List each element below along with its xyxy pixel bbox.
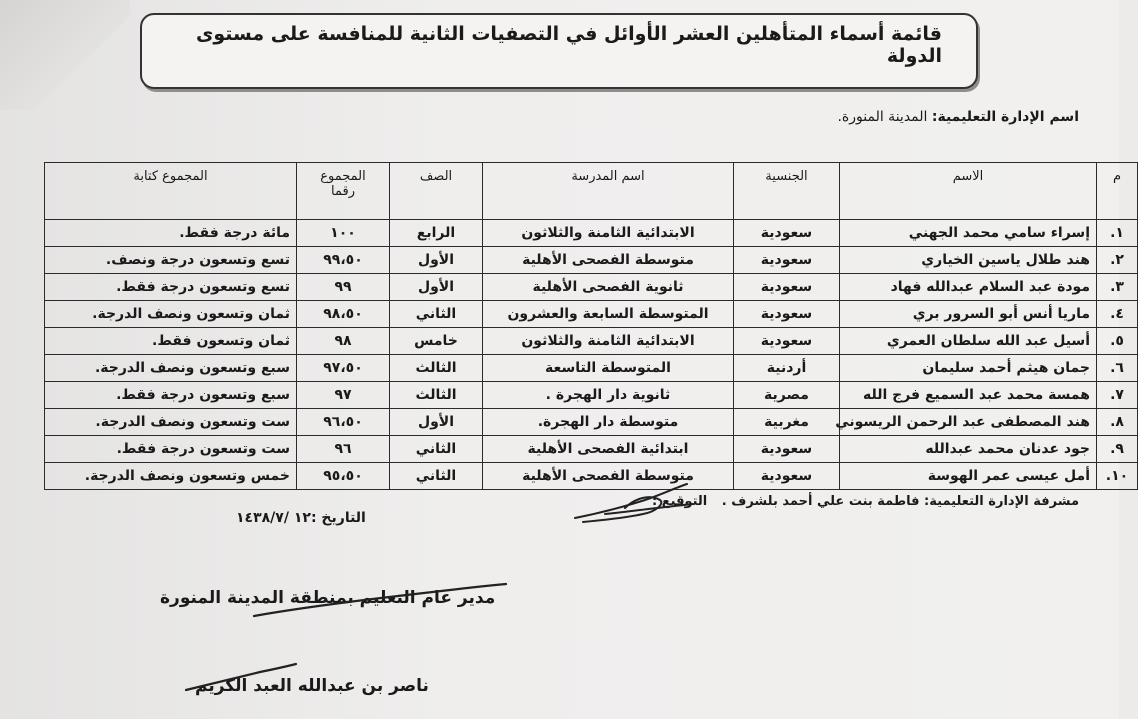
header-score-digits-line2: رقما bbox=[331, 184, 355, 199]
header-nationality: الجنسية bbox=[734, 163, 840, 220]
row-score: ١٠٠ bbox=[297, 220, 390, 247]
row-score-words: سبع وتسعون ونصف الدرجة. bbox=[45, 355, 297, 382]
table-row bbox=[45, 409, 1138, 436]
row-nationality: سعودية bbox=[734, 301, 840, 328]
header-name: الاسم bbox=[840, 163, 1097, 220]
header-score-digits-line1: المجموع bbox=[320, 169, 366, 184]
table-row bbox=[45, 436, 1138, 463]
row-num: ٥. bbox=[1097, 328, 1138, 355]
row-score: ٩٧ bbox=[297, 382, 390, 409]
row-num: ١٠. bbox=[1097, 463, 1138, 490]
row-num: ١. bbox=[1097, 220, 1138, 247]
row-nationality: سعودية bbox=[734, 436, 840, 463]
row-num: ٦. bbox=[1097, 355, 1138, 382]
table-row bbox=[45, 301, 1138, 328]
row-score-words: تسع وتسعون درجة ونصف. bbox=[45, 247, 297, 274]
row-name: همسة محمد عبد السميع فرج الله bbox=[840, 382, 1097, 409]
row-score: ٩٥،٥٠ bbox=[297, 463, 390, 490]
header-score-words: المجموع كتابة bbox=[45, 163, 297, 220]
row-score: ٩٧،٥٠ bbox=[297, 355, 390, 382]
row-name: جود عدنان محمد عبدالله bbox=[840, 436, 1097, 463]
row-grade: الثاني bbox=[390, 463, 483, 490]
row-name: هند طلال ياسين الخياري bbox=[840, 247, 1097, 274]
row-score-words: ست وتسعون ونصف الدرجة. bbox=[45, 409, 297, 436]
row-score-words: ثمان وتسعون فقط. bbox=[45, 328, 297, 355]
row-name: مودة عبد السلام عبدالله فهاد bbox=[840, 274, 1097, 301]
row-name: ماريا أنس أبو السرور بري bbox=[840, 301, 1097, 328]
supervisor-signature bbox=[565, 478, 700, 530]
row-score: ٩٨،٥٠ bbox=[297, 301, 390, 328]
row-grade: الرابع bbox=[390, 220, 483, 247]
education-admin-label: اسم الإدارة التعليمية: bbox=[931, 109, 1079, 125]
row-grade: الثالث bbox=[390, 355, 483, 382]
table-row bbox=[45, 382, 1138, 409]
row-name: هند المصطفى عبد الرحمن الريسوني bbox=[840, 409, 1097, 436]
header-score-digits bbox=[297, 163, 390, 220]
title-box bbox=[140, 13, 978, 89]
row-score-words: سبع وتسعون درجة فقط. bbox=[45, 382, 297, 409]
row-school: ثانوية دار الهجرة . bbox=[483, 382, 734, 409]
row-name: جمان هيثم أحمد سليمان bbox=[840, 355, 1097, 382]
table-header-row bbox=[45, 163, 1138, 220]
qualifiers-table bbox=[44, 162, 1138, 490]
row-school: الابتدائية الثامنة والثلاثون bbox=[483, 328, 734, 355]
row-num: ٤. bbox=[1097, 301, 1138, 328]
supervisor-text: مشرفة الإدارة التعليمية: فاطمة بنت علي أحمد بلشرف . bbox=[721, 494, 1079, 509]
row-grade: الثالث bbox=[390, 382, 483, 409]
row-school: المتوسطة السابعة والعشرون bbox=[483, 301, 734, 328]
row-school: ابتدائية الفصحى الأهلية bbox=[483, 436, 734, 463]
row-nationality: سعودية bbox=[734, 274, 840, 301]
row-score-words: ثمان وتسعون ونصف الدرجة. bbox=[45, 301, 297, 328]
row-nationality: سعودية bbox=[734, 463, 840, 490]
row-score: ٩٩،٥٠ bbox=[297, 247, 390, 274]
document-title: قائمة أسماء المتأهلين العشر الأوائل في التصفيات الثانية للمنافسة على مستوى الدولة bbox=[195, 23, 942, 67]
row-name: أمل عيسى عمر الهوسة bbox=[840, 463, 1097, 490]
header-school: اسم المدرسة bbox=[483, 163, 734, 220]
row-name: أسيل عبد الله سلطان العمري bbox=[840, 328, 1097, 355]
director-title: مدير عام التعليم بمنطقة المدينة المنورة bbox=[160, 588, 496, 608]
row-school: الابتدائية الثامنة والثلاثون bbox=[483, 220, 734, 247]
row-num: ٣. bbox=[1097, 274, 1138, 301]
row-score: ٩٨ bbox=[297, 328, 390, 355]
table-row bbox=[45, 274, 1138, 301]
row-grade: خامس bbox=[390, 328, 483, 355]
row-score: ٩٦ bbox=[297, 436, 390, 463]
table-row bbox=[45, 355, 1138, 382]
table-row bbox=[45, 328, 1138, 355]
row-num: ٧. bbox=[1097, 382, 1138, 409]
table-body bbox=[45, 220, 1138, 490]
row-score-words: خمس وتسعون ونصف الدرجة. bbox=[45, 463, 297, 490]
date-line: التاريخ :١٢ /١٤٣٨/٧ bbox=[236, 510, 366, 526]
header-num: م bbox=[1097, 163, 1138, 220]
row-score: ٩٩ bbox=[297, 274, 390, 301]
row-num: ٩. bbox=[1097, 436, 1138, 463]
row-nationality: سعودية bbox=[734, 247, 840, 274]
row-school: المتوسطة التاسعة bbox=[483, 355, 734, 382]
signature-label: التوقيع : bbox=[652, 494, 708, 509]
row-score-words: مائة درجة فقط. bbox=[45, 220, 297, 247]
director-name: ناصر بن عبدالله العبد الكريم bbox=[195, 676, 429, 696]
row-score: ٩٦،٥٠ bbox=[297, 409, 390, 436]
row-school: ثانوية الفصحى الأهلية bbox=[483, 274, 734, 301]
row-num: ٨. bbox=[1097, 409, 1138, 436]
supervisor-line bbox=[652, 494, 1079, 509]
row-grade: الأول bbox=[390, 409, 483, 436]
paper-fold-shadow bbox=[0, 0, 130, 110]
row-grade: الثاني bbox=[390, 301, 483, 328]
row-school: متوسطة الفصحى الأهلية bbox=[483, 463, 734, 490]
education-admin-value: المدينة المنورة. bbox=[837, 109, 928, 125]
row-nationality: سعودية bbox=[734, 220, 840, 247]
row-nationality: أردنية bbox=[734, 355, 840, 382]
row-score-words: ست وتسعون درجة فقط. bbox=[45, 436, 297, 463]
row-school: متوسطة الفصحى الأهلية bbox=[483, 247, 734, 274]
row-grade: الثاني bbox=[390, 436, 483, 463]
row-name: إسراء سامي محمد الجهني bbox=[840, 220, 1097, 247]
row-grade: الأول bbox=[390, 247, 483, 274]
director-title-strike bbox=[250, 580, 510, 620]
education-admin-line bbox=[837, 109, 1079, 125]
table-row bbox=[45, 220, 1138, 247]
row-nationality: سعودية bbox=[734, 328, 840, 355]
row-nationality: مصرية bbox=[734, 382, 840, 409]
row-school: متوسطة دار الهجرة. bbox=[483, 409, 734, 436]
row-score-words: تسع وتسعون درجة فقط. bbox=[45, 274, 297, 301]
table-row bbox=[45, 247, 1138, 274]
director-signature bbox=[180, 660, 300, 700]
row-nationality: مغربية bbox=[734, 409, 840, 436]
row-grade: الأول bbox=[390, 274, 483, 301]
row-num: ٢. bbox=[1097, 247, 1138, 274]
header-grade: الصف bbox=[390, 163, 483, 220]
